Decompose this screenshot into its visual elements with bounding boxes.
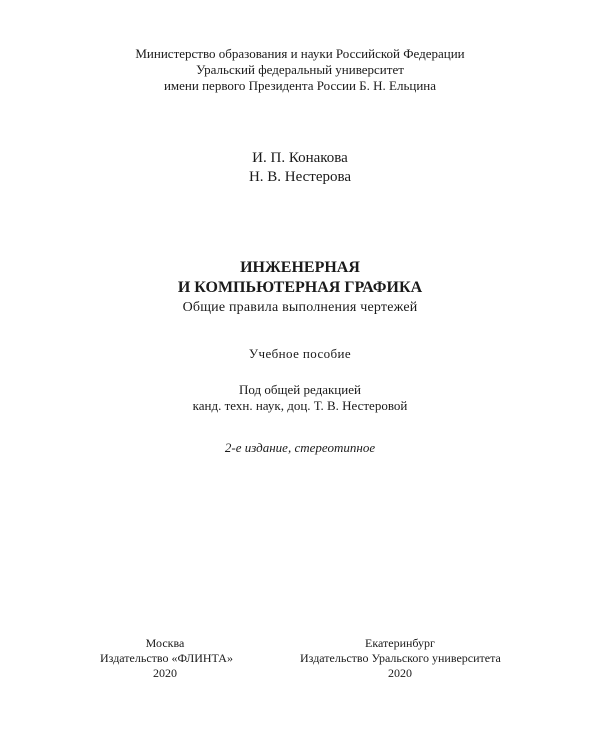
book-subtitle: Общие правила выполнения чертежей [182,300,418,315]
author-name: И. П. Конакова [252,150,348,166]
institution-line-ministry: Министерство образования и науки Российской Федерации [135,46,465,61]
publisher-city: Москва [145,636,185,650]
edition-label: 2-е издание, стереотипное [224,440,376,455]
publisher-ekaterinburg [300,636,500,681]
publisher-name: Издательство Уральского университета [300,651,501,665]
authors [0,149,600,187]
editor-line-name: канд. техн. наук, доц. Т. В. Нестеровой [192,398,408,413]
publisher-year: 2020 [153,666,177,680]
title-line: ИНЖЕНЕРНАЯ [240,259,360,276]
editor-info [0,382,600,414]
editor-line-general: Под общей редакцией [239,382,361,397]
author-name: Н. В. Нестерова [248,169,352,185]
title-line: И КОМПЬЮТЕРНАЯ ГРАФИКА [177,279,423,296]
book-type-label: Учебное пособие [248,346,352,361]
book-title [0,258,600,318]
book-type [0,346,600,362]
publisher-city: Екатеринбург [365,636,435,650]
edition-info [0,440,600,456]
publisher-name: Издательство «ФЛИНТА» [100,651,233,665]
institution-line-named-after: имени первого Президента России Б. Н. Ельцина [163,78,437,93]
publisher-year: 2020 [388,666,412,680]
institution-header [0,46,600,94]
publisher-moscow [100,636,233,681]
institution-line-university: Уральский федеральный университет [196,62,404,77]
